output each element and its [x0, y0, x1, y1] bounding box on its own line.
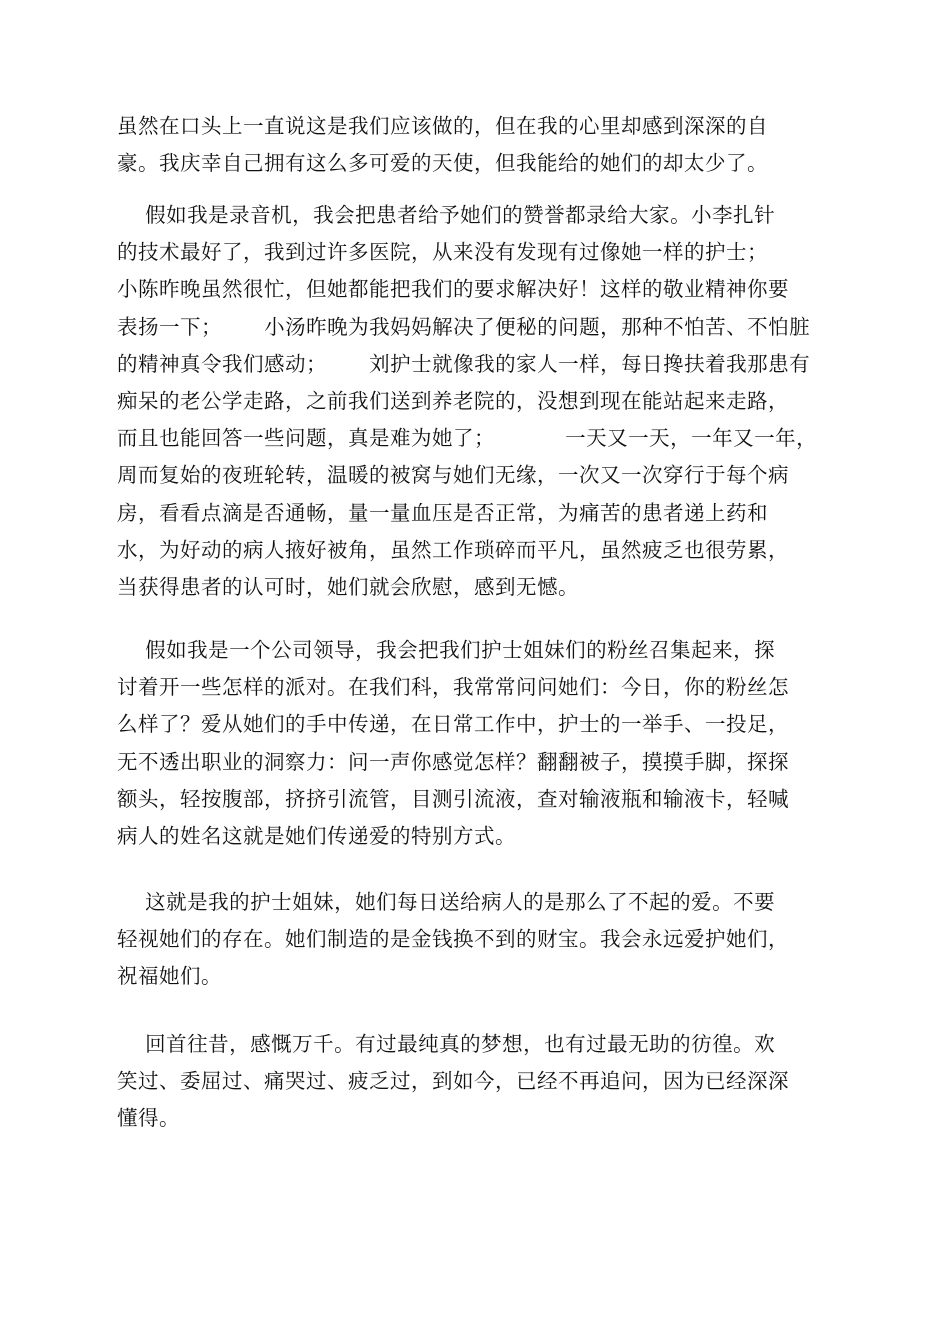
paragraph-1 — [117, 108, 837, 182]
paragraph-line: 额头，轻按腹部，挤挤引流管，目测引流液，查对输液瓶和输液卡，轻喊 — [117, 786, 789, 811]
paragraph-line: 的技术最好了，我到过许多医院，从来没有发现有过像她一样的护士； — [117, 240, 768, 265]
paragraph-2 — [117, 197, 837, 606]
paragraph-line: 当获得患者的认可时，她们就会欣慰，感到无憾。 — [117, 574, 579, 599]
paragraph-line: 豪。我庆幸自己拥有这么多可爱的天使，但我能给的她们的却太少了。 — [117, 151, 768, 176]
paragraph-line: 痴呆的老公学走路，之前我们送到养老院的，没想到现在能站起来走路， — [117, 388, 789, 413]
paragraph-line: 水，为好动的病人掖好被角，虽然工作琐碎而平凡，虽然疲乏也很劳累， — [117, 537, 789, 562]
paragraph-line: 虽然在口头上一直说这是我们应该做的，但在我的心里却感到深深的自 — [117, 114, 768, 138]
paragraph-line: 讨着开一些怎样的派对。在我们科，我常常问问她们：今日，你的粉丝怎 — [117, 675, 789, 700]
paragraph-line: 轻视她们的存在。她们制造的是金钱换不到的财宝。我会永远爱护她们， — [117, 927, 789, 952]
paragraph-3 — [117, 632, 837, 855]
paragraph-line: 周而复始的夜班轮转，温暖的被窝与她们无缘，一次又一次穿行于每个病 — [117, 463, 789, 488]
paragraph-line: 回首往昔，感慨万千。有过最纯真的梦想，也有过最无助的彷徨。欢 — [117, 1032, 776, 1056]
paragraph-line: 而且也能回答一些问题，真是难为她了； 一天又一天，一年又一年， — [117, 426, 818, 451]
paragraph-4 — [117, 884, 837, 996]
paragraph-5 — [117, 1026, 837, 1138]
paragraph-line: 祝福她们。 — [117, 964, 222, 989]
paragraph-line: 病人的姓名这就是她们传递爱的特别方式。 — [117, 823, 516, 848]
paragraph-line: 假如我是一个公司领导，我会把我们护士姐妹们的粉丝召集起来，探 — [117, 638, 776, 662]
paragraph-line: 房，看看点滴是否通畅，量一量血压是否正常，为痛苦的患者递上药和 — [117, 500, 768, 525]
paragraph-line: 懂得。 — [117, 1106, 180, 1131]
paragraph-line: 表扬一下； 小汤昨晚为我妈妈解决了便秘的问题，那种不怕苦、不怕脏 — [117, 314, 811, 339]
paragraph-line: 假如我是录音机，我会把患者给予她们的赞誉都录给大家。小李扎针 — [117, 203, 776, 227]
paragraph-line: 这就是我的护士姐妹，她们每日送给病人的是那么了不起的爱。不要 — [117, 890, 776, 914]
paragraph-line: 无不透出职业的洞察力：问一声你感觉怎样？翻翻被子，摸摸手脚，探探 — [117, 749, 789, 774]
paragraph-line: 笑过、委屈过、痛哭过、疲乏过，到如今，已经不再追问，因为已经深深 — [117, 1069, 789, 1094]
paragraph-line: 的精神真令我们感动； 刘护士就像我的家人一样，每日搀扶着我那患有 — [117, 351, 811, 376]
paragraph-line: 么样了？爱从她们的手中传递，在日常工作中，护士的一举手、一投足， — [117, 712, 789, 737]
paragraph-line: 小陈昨晚虽然很忙，但她都能把我们的要求解决好！这样的敬业精神你要 — [117, 277, 789, 302]
